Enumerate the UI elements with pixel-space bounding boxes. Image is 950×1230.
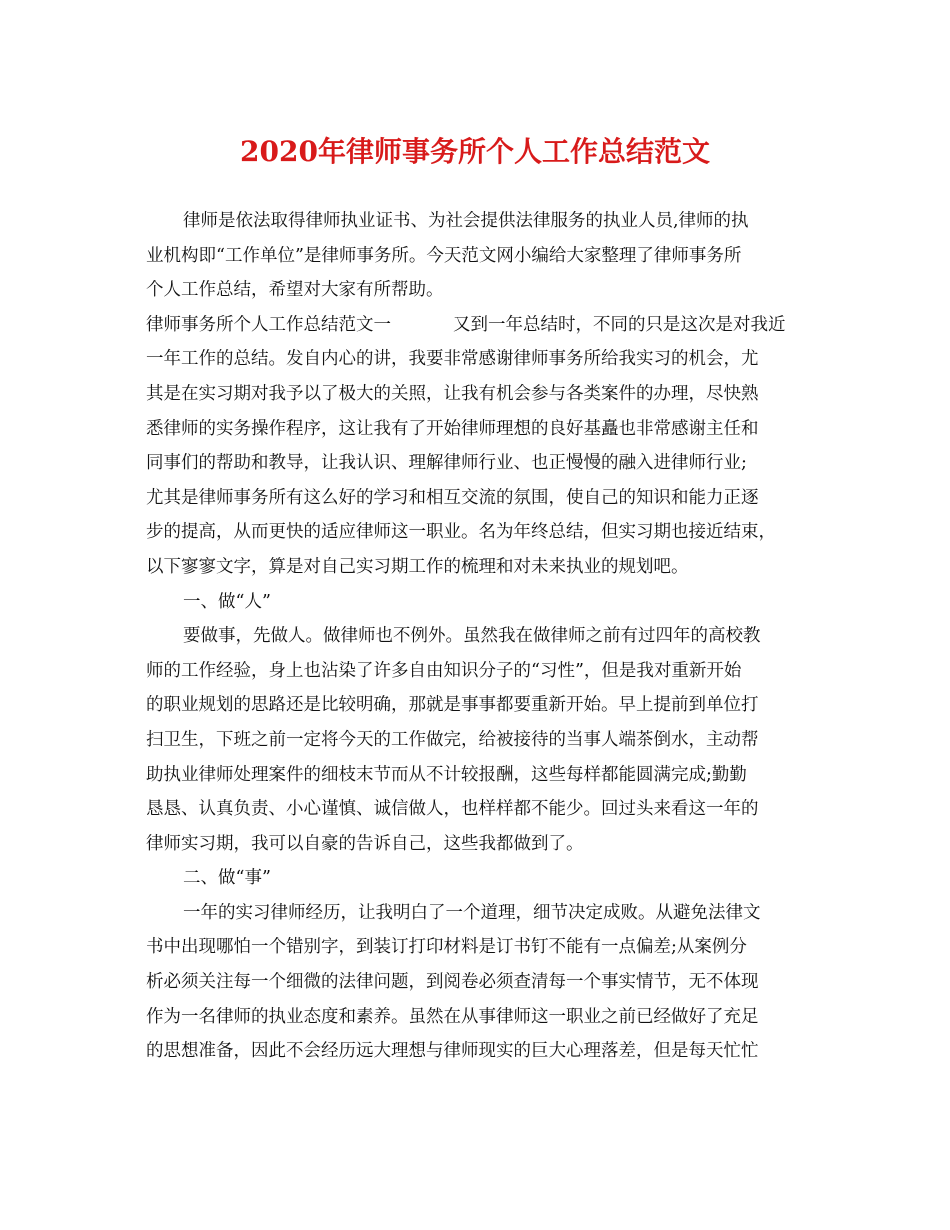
text-line: 一年工作的总结。发自内心的讲，我要非常感谢律师事务所给我实习的机会，尤 bbox=[146, 349, 759, 370]
text-line: 师的工作经验，身上也沾染了许多自由知识分子的“习性”，但是我对重新开始 bbox=[146, 660, 742, 681]
text-line: 要做事，先做人。做律师也不例外。虽然我在做律师之前有过四年的高校教 bbox=[183, 626, 761, 647]
text-line: 尤其是律师事务所有这么好的学习和相互交流的氛围，使自己的知识和能力正逐 bbox=[146, 487, 759, 508]
text-line: 其是在实习期对我予以了极大的关照，让我有机会参与各类案件的办理，尽快熟 bbox=[146, 383, 759, 404]
text-line: 同事们的帮助和教导，让我认识、理解律师行业、也正慢慢的融入进律师行业; bbox=[146, 453, 747, 474]
text-line: 律师是依法取得律师执业证书、为社会提供法律服务的执业人员,律师的执 bbox=[183, 211, 749, 231]
text-line: 助执业律师处理案件的细枝末节而从不计较报酬，这些每样都能圆满完成;勤勤 bbox=[146, 764, 747, 785]
text-segment: 又到一年总结时，不同的只是这次是对我近 bbox=[453, 314, 786, 335]
text-line: 一年的实习律师经历，让我明白了一个道理，细节决定成败。从避免法律文 bbox=[183, 902, 761, 923]
text-line: 步的提高，从而更快的适应律师这一职业。名为年终总结，但实习期也接近结束， bbox=[146, 522, 776, 543]
section-heading-line bbox=[146, 308, 810, 343]
text-line: 作为一名律师的执业态度和素养。虽然在从事律师这一职业之前已经做好了充足 bbox=[146, 1006, 759, 1027]
section-heading: 律师事务所个人工作总结范文一 bbox=[146, 314, 391, 335]
text-line: 悉律师的实务操作程序，这让我有了开始律师理想的良好基矗也非常感谢主任和 bbox=[146, 418, 759, 439]
document-body bbox=[146, 204, 810, 1069]
text-line: 析必须关注每一个细微的法律问题，到阅卷必须查清每一个事实情节，无不体现 bbox=[146, 972, 759, 993]
text-line: 书中出现哪怕一个错别字，到装订打印材料是订书钉不能有一点偏差;从案例分 bbox=[146, 937, 747, 958]
text-line: 律师实习期，我可以自豪的告诉自己，这些我都做到了。 bbox=[146, 833, 584, 854]
text-line: 的思想准备，因此不会经历远大理想与律师现实的巨大心理落差，但是每天忙忙 bbox=[146, 1041, 759, 1062]
subheading: 二、做“事” bbox=[183, 868, 271, 889]
text-line: 以下寥寥文字，算是对自己实习期工作的梳理和对未来执业的规划吧。 bbox=[146, 556, 689, 577]
text-line: 业机构即“工作单位”是律师事务所。今天范文网小编给大家整理了律师事务所 bbox=[146, 245, 742, 266]
subheading: 一、做“人” bbox=[183, 591, 271, 612]
text-line: 个人工作总结，希望对大家有所帮助。 bbox=[146, 280, 444, 301]
text-line: 扫卫生，下班之前一定将今天的工作做完，给被接待的当事人端茶倒水，主动帮 bbox=[146, 729, 759, 750]
text-line: 恳恳、认真负责、小心谨慎、诚信做人，也样样都不能少。回过头来看这一年的 bbox=[146, 799, 759, 820]
document-title: 2020年律师事务所个人工作总结范文 bbox=[240, 135, 710, 168]
text-line: 的职业规划的思路还是比较明确，那就是事事都要重新开始。早上提前到单位打 bbox=[146, 695, 759, 716]
